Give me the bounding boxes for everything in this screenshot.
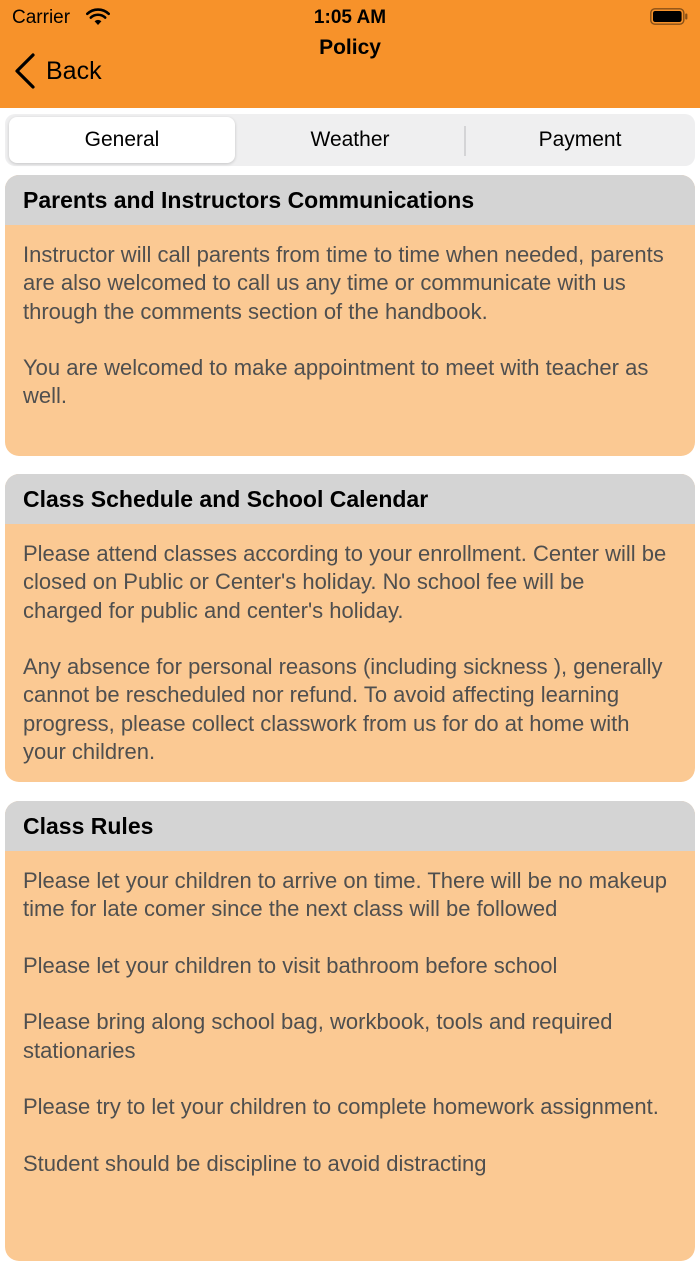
section-body	[5, 524, 695, 766]
nav-header	[0, 0, 700, 108]
section-title: Class Rules	[5, 801, 695, 851]
section-paragraph: Please let your children to visit bathroom before school	[23, 952, 558, 978]
chevron-left-icon	[14, 52, 36, 90]
carrier-label: Carrier	[12, 7, 71, 28]
section-card-schedule	[5, 474, 695, 782]
page-title: Policy	[319, 36, 381, 59]
back-button[interactable]	[14, 52, 102, 90]
section-paragraph: Please bring along school bag, workbook, tools and required stationaries	[23, 1009, 613, 1063]
section-body	[5, 851, 695, 1178]
status-bar	[0, 0, 700, 36]
tab-weather[interactable]: Weather	[310, 128, 390, 151]
section-paragraph: Please try to let your children to complete homework assignment.	[23, 1094, 659, 1120]
section-title: Parents and Instructors Communications	[5, 175, 695, 225]
back-label: Back	[46, 56, 102, 85]
tab-general[interactable]: General	[9, 117, 235, 163]
section-paragraph: Student should be discipline to avoid distracting	[23, 1150, 487, 1176]
tab-payment[interactable]: Payment	[538, 128, 622, 151]
section-card-class-rules	[5, 801, 695, 1261]
section-paragraph: Please let your children to arrive on time. There will be no makeup time for late comer since the next class will be followed	[23, 868, 668, 922]
section-paragraph: Any absence for personal reasons (including sickness ), generally cannot be rescheduled nor refund. To avoid affecting learning progress, please collect classwork from us for do at home with your children.	[23, 654, 663, 765]
policy-tabs	[5, 114, 695, 166]
section-paragraph: Please attend classes according to your enrollment. Center will be closed on Public or Center's holiday. No school fee will be charged for public and center's holiday.	[23, 541, 667, 623]
battery-icon	[650, 8, 688, 25]
section-paragraph: Instructor will call parents from time to time when needed, parents are also welcomed to call us any time or communicate with us through the comments section of the handbook.	[23, 242, 664, 324]
section-title: Class Schedule and School Calendar	[5, 474, 695, 524]
status-time: 1:05 AM	[313, 7, 387, 28]
section-card-communications	[5, 175, 695, 456]
section-paragraph: You are welcomed to make appointment to meet with teacher as well.	[23, 355, 649, 409]
section-body	[5, 225, 695, 411]
